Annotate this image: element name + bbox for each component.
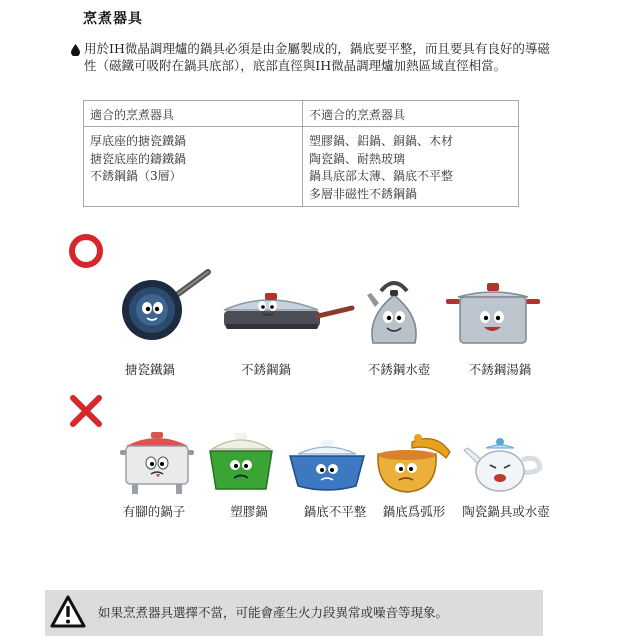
list-item: 多層非磁性不銹鋼鍋 xyxy=(309,186,418,201)
table-header-row xyxy=(84,101,519,127)
stock-pot-icon xyxy=(444,281,542,348)
list-item: 搪瓷底座的鑄鐵鍋 xyxy=(90,151,187,166)
bad-item-label: 陶瓷鍋具或水壺 xyxy=(462,504,550,519)
list-item: 塑膠鍋、鋁鍋、銅鍋、木材 xyxy=(309,134,454,148)
round-bottom-pot-icon xyxy=(374,428,454,496)
unsuitable-header: 不適合的烹煮器具 xyxy=(303,101,519,127)
cookware-table xyxy=(83,100,519,207)
kettle-icon xyxy=(363,273,425,348)
list-item: 厚底座的搪瓷鐵鍋 xyxy=(90,134,187,148)
unsuitable-cross-icon xyxy=(68,393,104,429)
warning-triangle-icon xyxy=(50,595,86,629)
bullet-drop-icon xyxy=(71,44,80,56)
bad-item-label: 有腳的鍋子 xyxy=(122,504,186,519)
suitable-header: 適合的烹煮器具 xyxy=(84,101,303,127)
list-item: 不銹鋼鍋（3層） xyxy=(90,169,182,183)
bad-item-label: 塑膠鍋 xyxy=(230,504,268,519)
suitable-cell xyxy=(84,127,303,207)
good-item-label: 不銹鋼鍋 xyxy=(240,362,292,377)
uneven-bottom-pot-icon xyxy=(286,438,368,494)
warning-text: 如果烹煮器具選擇不當，可能會產生火力段異常或噪音等現象。 xyxy=(98,605,449,620)
enamel-pan-icon xyxy=(118,266,213,346)
good-item-label: 不銹鋼水壺 xyxy=(367,362,431,377)
legged-pot-icon xyxy=(116,428,198,496)
good-item-label: 不銹鋼湯鍋 xyxy=(468,362,532,377)
list-item: 陶瓷鍋、耐熱玻璃 xyxy=(309,151,406,166)
suitable-circle-icon xyxy=(68,233,104,269)
section-heading: 烹煮器具 xyxy=(83,11,143,27)
plastic-pot-icon xyxy=(204,431,278,493)
table-row xyxy=(84,127,519,207)
bad-item-label: 鍋底不平整 xyxy=(303,504,367,519)
unsuitable-cell xyxy=(303,127,519,207)
bad-item-label: 鍋底爲弧形 xyxy=(382,504,446,519)
list-item: 鍋具底部太薄、鍋底不平整 xyxy=(309,169,454,183)
steel-pan-icon xyxy=(218,286,356,346)
intro-paragraph: 用於IH微晶調理爐的鍋具必須是由金屬製成的，鍋底要平整，而且要具有良好的導磁性（磁鐵可吸附在鍋具底部），底部直徑與IH微晶調理爐加熱區域直徑相當。 xyxy=(84,41,550,73)
ceramic-kettle-icon xyxy=(460,434,544,494)
good-item-label: 搪瓷鐵鍋 xyxy=(124,362,176,377)
